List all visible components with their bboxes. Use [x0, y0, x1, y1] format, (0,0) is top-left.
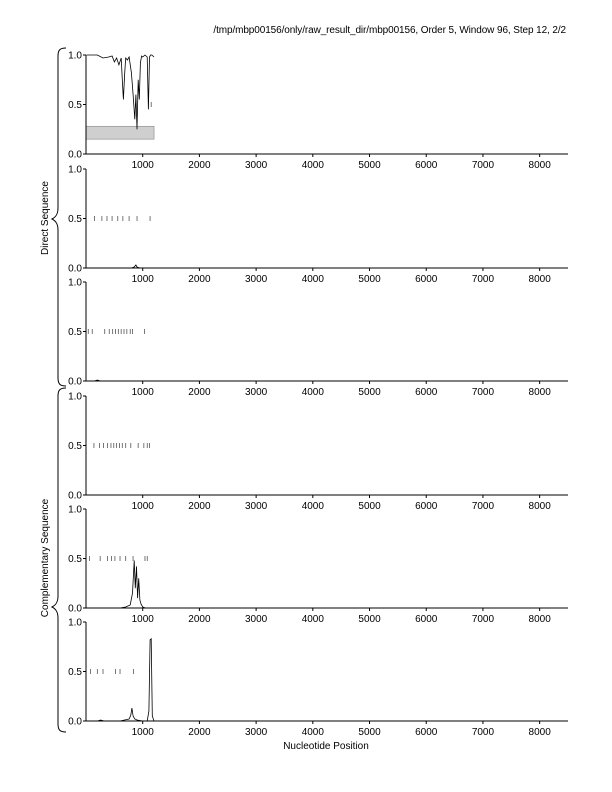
x-tick-label: 1000 — [131, 160, 154, 171]
x-tick-label: 5000 — [358, 387, 381, 398]
x-tick-label: 8000 — [528, 727, 551, 738]
y-tick-label: 1.0 — [68, 164, 82, 176]
x-tick-label: 4000 — [301, 614, 324, 625]
page-title: /tmp/mbp00156/only/raw_result_dir/mbp00156, Order 5, Window 96, Step 12, 2/2 — [213, 25, 566, 36]
x-tick-label: 1000 — [131, 727, 154, 738]
direct-sequence-label: Direct Sequence — [40, 181, 51, 255]
x-tick-label: 1000 — [131, 274, 154, 285]
y-tick-label: 0.5 — [68, 327, 82, 338]
x-tick-label: 2000 — [188, 160, 211, 171]
complementary-sequence-label: Complementary Sequence — [40, 498, 51, 618]
x-tick-label: 5000 — [358, 727, 381, 738]
x-tick-label: 7000 — [471, 727, 495, 738]
y-tick-label: 0.0 — [68, 490, 82, 502]
y-tick-label: 0.0 — [68, 603, 82, 615]
x-tick-label: 8000 — [528, 387, 551, 398]
panel-direct-frame-3 — [68, 278, 568, 399]
x-tick-label: 2000 — [188, 501, 211, 512]
y-tick-label: 1.0 — [68, 504, 82, 516]
x-tick-label: 2000 — [188, 387, 211, 398]
x-tick-label: 6000 — [415, 387, 438, 398]
x-tick-label: 3000 — [244, 614, 268, 625]
y-tick-label: 0.0 — [68, 376, 82, 388]
series-line — [87, 639, 568, 721]
x-tick-label: 4000 — [301, 274, 324, 285]
y-tick-label: 0.0 — [68, 263, 82, 275]
orf-band — [86, 126, 154, 139]
x-tick-label: 4000 — [301, 387, 324, 398]
x-tick-label: 1000 — [131, 501, 154, 512]
x-tick-label: 4000 — [301, 727, 324, 738]
x-tick-label: 5000 — [358, 274, 381, 285]
panel-complementary-frame-1 — [68, 392, 568, 513]
y-tick-label: 0.5 — [68, 667, 82, 678]
x-tick-label: 7000 — [471, 501, 495, 512]
x-tick-label: 7000 — [471, 160, 495, 171]
y-tick-label: 1.0 — [68, 617, 82, 629]
x-axis-title: Nucleotide Position — [283, 741, 369, 752]
x-tick-label: 1000 — [131, 387, 154, 398]
x-tick-label: 6000 — [415, 274, 438, 285]
x-tick-label: 6000 — [415, 501, 438, 512]
y-tick-label: 0.0 — [68, 716, 82, 728]
x-tick-label: 5000 — [358, 160, 381, 171]
x-tick-label: 4000 — [301, 501, 324, 512]
panel-complementary-frame-2 — [68, 505, 568, 626]
x-tick-label: 6000 — [415, 727, 438, 738]
x-tick-label: 8000 — [528, 160, 551, 171]
y-tick-label: 0.5 — [68, 441, 82, 452]
x-tick-label: 3000 — [244, 387, 268, 398]
x-tick-label: 3000 — [244, 501, 268, 512]
direct-group-brace — [52, 48, 66, 386]
x-tick-label: 2000 — [188, 274, 211, 285]
x-tick-label: 6000 — [415, 160, 438, 171]
x-tick-label: 5000 — [358, 614, 381, 625]
x-tick-label: 8000 — [528, 274, 551, 285]
y-tick-label: 0.0 — [68, 149, 82, 161]
x-tick-label: 7000 — [471, 614, 495, 625]
x-tick-label: 2000 — [188, 614, 211, 625]
chart-panels — [68, 51, 568, 739]
y-tick-label: 0.5 — [68, 100, 82, 111]
panel-complementary-frame-3 — [68, 618, 568, 739]
y-tick-label: 1.0 — [68, 391, 82, 403]
x-tick-label: 1000 — [131, 614, 154, 625]
series-line — [87, 55, 154, 129]
panel-direct-frame-1 — [68, 51, 568, 172]
y-tick-label: 1.0 — [68, 50, 82, 62]
series-line — [87, 561, 568, 609]
x-tick-label: 5000 — [358, 501, 381, 512]
x-tick-label: 7000 — [471, 387, 495, 398]
y-tick-label: 0.5 — [68, 554, 82, 565]
x-tick-label: 6000 — [415, 614, 438, 625]
complementary-group-brace — [52, 388, 66, 732]
y-tick-label: 1.0 — [68, 277, 82, 289]
x-tick-label: 3000 — [244, 274, 268, 285]
x-tick-label: 8000 — [528, 614, 551, 625]
x-tick-label: 7000 — [471, 274, 495, 285]
y-tick-label: 0.5 — [68, 214, 82, 225]
panel-direct-frame-2 — [68, 165, 568, 286]
x-tick-label: 3000 — [244, 727, 268, 738]
x-tick-label: 8000 — [528, 501, 551, 512]
x-tick-label: 2000 — [188, 727, 211, 738]
x-tick-label: 3000 — [244, 160, 268, 171]
x-tick-label: 4000 — [301, 160, 324, 171]
